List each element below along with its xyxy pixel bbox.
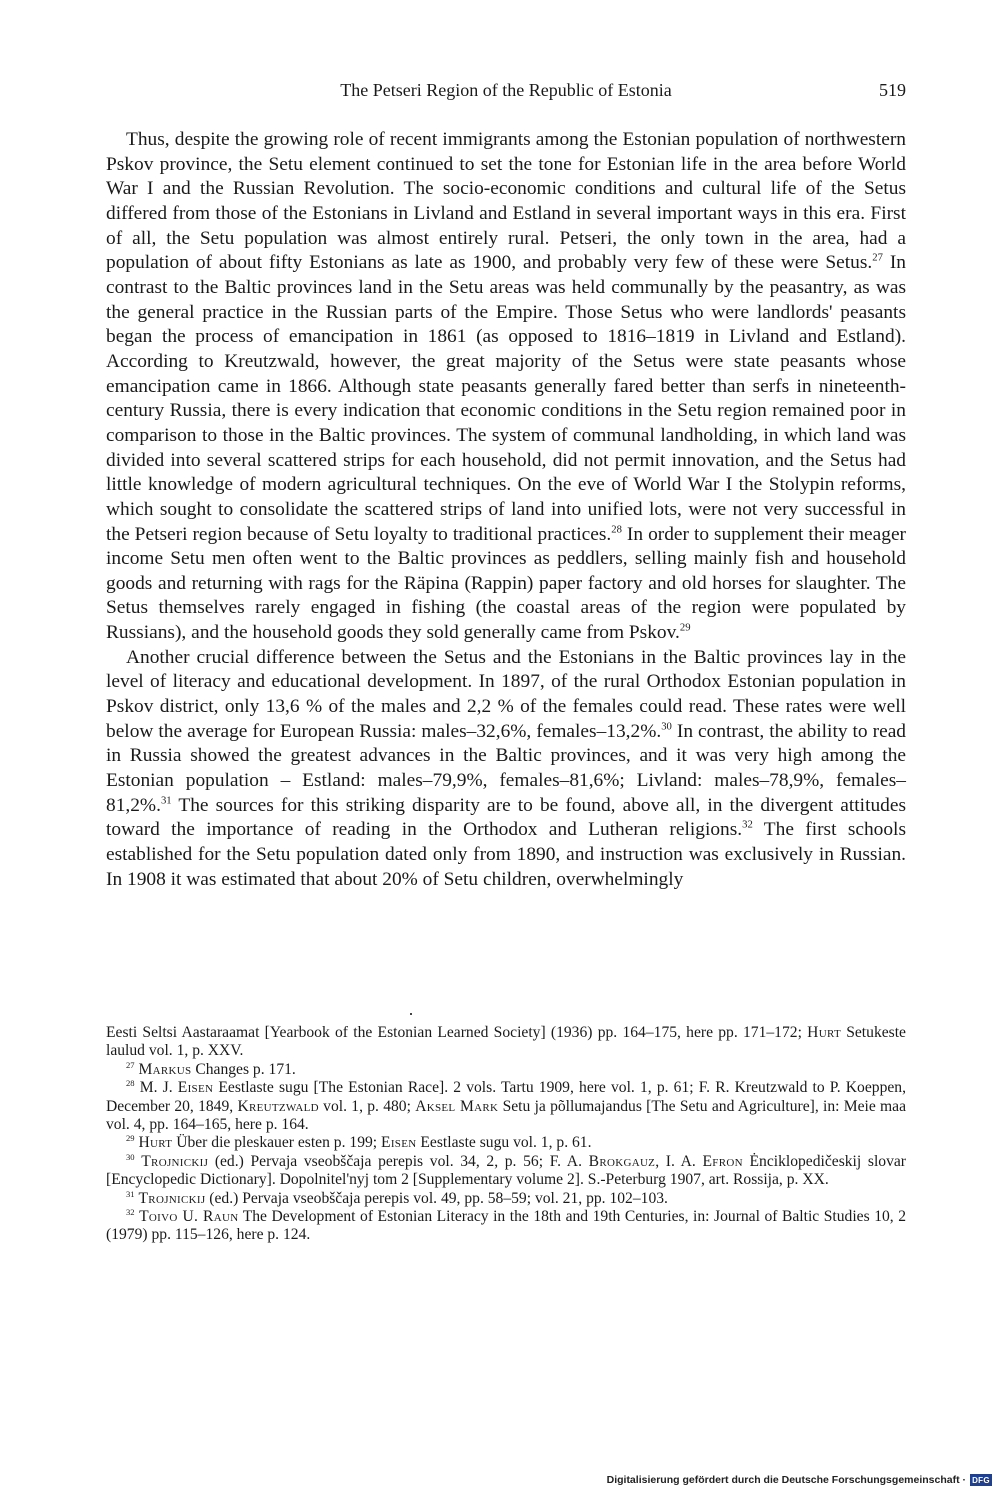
footnote-ref-29: 29 (679, 621, 691, 634)
author-name: Markus (138, 1060, 192, 1078)
author-name: Efron (702, 1152, 743, 1170)
author-name: Eisen (177, 1079, 214, 1097)
author-name: Eisen (381, 1134, 417, 1152)
footnote-text: The Development of Estonian Literacy in the 18th and 19th Centuries, in: Journal of Baltic Studies 10, 2 (1979) pp. 115–126, here p. 124. (106, 1208, 907, 1244)
author-name: Trojnickij (138, 1189, 206, 1207)
footnote-31 (106, 1190, 906, 1208)
footnote-number: 29 (126, 1133, 135, 1144)
footnote-ref-32: 32 (742, 818, 753, 831)
page-number: 519 (879, 80, 906, 100)
footnote-29 (106, 1134, 906, 1152)
footnote-number: 28 (126, 1078, 135, 1089)
footnote-number: 31 (126, 1188, 135, 1199)
author-name: Trojnickij (141, 1152, 209, 1170)
author-name: Hurt (807, 1024, 841, 1041)
author-name: Toivo U. Raun (139, 1208, 239, 1226)
footnote-number: 32 (126, 1206, 135, 1217)
footnote-text: Ėnciklopedičeskij slovar [Encyclopedic Dictionary]. Dopolnitel'nyj tom 2 [Supplementary volume 2]. S.-Peterburg 1907, art. Rossija, p. XX. (106, 1152, 906, 1189)
author-name: Hurt (138, 1134, 173, 1152)
footnote-30 (106, 1153, 906, 1190)
author-name: Brokgauz (588, 1152, 656, 1170)
footnote-28 (106, 1079, 906, 1134)
footnote-continuation-text: Eesti Seltsi Aastaraamat [Yearbook of the Estonian Learned Society] (1936) pp. 164–175, here pp. 171–172; (106, 1024, 808, 1041)
author-name: Aksel Mark (415, 1097, 499, 1115)
running-head (106, 80, 906, 106)
credit-text: Digitalisierung gefördert durch die Deutsche Forschungsgemeinschaft · (606, 1474, 966, 1486)
footnote-text: vol. 1, p. 480; (318, 1097, 416, 1115)
body-text (106, 128, 906, 892)
footnote-text: Eestlaste sugu [The Estonian Race]. 2 vols. Tartu 1909, here vol. 1, p. 61; F. R. Kreutzwald to P. Koeppen, December 20, 1849, (106, 1079, 906, 1115)
footnote-ref-31: 31 (160, 794, 172, 807)
paragraph-1-part-a: Thus, despite the growing role of recent immigrants among the Estonian population of northwestern Pskov province, the Setu element continued to set the tone for Estonian life in the area before World War I and the Russian Revolution. The socio-economic conditions and cultural life of the Setus differed from those of the Estonians in Livland and Estland in several important ways in this era. First of all, the Setu population was almost entirely rural. Petseri, the only town in the area, had a population of about fifty Estonians as late as 1900, and probably very few of these were Setus. (106, 129, 906, 274)
paragraph-1-part-c: In order to supplement their meager income Setu men often went to the Baltic provinces as peddlers, selling mainly fish and household goods and returning with rags for the Räpina (Rappin) paper factory and old horses for slaughter. The Setus themselves rarely engaged in fishing (the coastal areas of the region were populated by Russians), and the household goods they sold generally came from Pskov. (106, 523, 907, 644)
running-title: The Petseri Region of the Republic of Estonia (340, 80, 672, 100)
footnote-text: , I. A. (655, 1152, 703, 1170)
dfg-logo-icon: DFG (970, 1474, 992, 1486)
paragraph-1 (106, 128, 906, 646)
footnote-separator (410, 1013, 412, 1015)
footnote-32 (106, 1208, 906, 1245)
footnote-number: 30 (126, 1151, 135, 1162)
paragraph-2-part-b: In contrast, the ability to read in Russia showed the greatest advances in the Baltic provinces, and it was very high among the Estonian population – Estland: males–79,9%, females–81,6%; Livland: males–78,9%, females–81,2%. (106, 720, 907, 816)
footnote-continuation-rest: Setukeste laulud vol. 1, p. XXV. (106, 1024, 906, 1060)
footnote-text: Changes p. 171. (191, 1060, 296, 1078)
footnote-text: Eestlaste sugu vol. 1, p. 61. (416, 1134, 592, 1152)
footnotes (106, 1024, 906, 1245)
footnote-text: M. J. (134, 1079, 178, 1097)
footnote-ref-30: 30 (661, 720, 672, 733)
paragraph-2 (106, 646, 906, 893)
author-name: Kreutzwald (237, 1097, 319, 1115)
footnote-text: (ed.) Pervaja vseobščaja perepis vol. 49, pp. 58–59; vol. 21, pp. 102–103. (205, 1189, 668, 1207)
paragraph-2-part-c: The sources for this striking disparity are to be found, above all, in the divergent attitudes toward the importance of reading in the Orthodox and Lutheran religions. (106, 794, 906, 841)
paragraph-1-part-b: In contrast to the Baltic provinces land in the Setu areas was held communally by the peasantry, as was the general practice in the Russian parts of the Empire. Those Setus who were landlords' peasants began the process of emancipation in 1861 (as opposed to 1816–1819 in Livland and Estland). According to Kreutzwald, however, the great majority of the Setus were state peasants whose emancipation came in 1866. Although state peasants generally fared better than serfs in nineteenth-century Russia, there is every indication that economic conditions in the Setu region remained poor in comparison to those in the Baltic provinces. The system of communal landholding, in which land was divided into several scattered strips for each household, did not permit innovation, and the Setus had little knowledge of modern agricultural techniques. On the eve of World War I the Stolypin reforms, which sought to consolidate the scattered strips of land into unified lots, were not very successful in the Petseri region because of Setu loyalty to traditional practices. (106, 252, 906, 545)
footnote-text: (ed.) Pervaja vseobščaja perepis vol. 34, 2, p. 56; F. A. (208, 1152, 589, 1170)
footnote-ref-28: 28 (611, 523, 622, 536)
footnote-text: Setu ja põllumajandus [The Setu and Agriculture], in: Meie maa vol. 4, pp. 164–165, here p. 164. (106, 1097, 906, 1134)
paragraph-2-part-d: The first schools established for the Setu population dated only from 1890, and instruction was exclusively in Russian. In 1908 it was estimated that about 20% of Setu children, overwhelmingly (106, 819, 906, 890)
footnote-number: 27 (126, 1059, 135, 1070)
paragraph-2-part-a: Another crucial difference between the Setus and the Estonians in the Baltic provinces lay in the level of literacy and educational development. In 1897, of the rural Orthodox Estonian population in Pskov district, only 13,6 % of the males and 2,2 % of the females could read. These rates were well below the average for European Russia: males–32,6%, females–13,2%. (106, 646, 906, 742)
footnote-text: Über die pleskauer esten p. 199; (172, 1134, 382, 1152)
digitization-credit (607, 1473, 992, 1487)
footnote-continuation (106, 1024, 906, 1061)
footnote-ref-27: 27 (872, 251, 883, 264)
footnote-27 (106, 1061, 906, 1079)
